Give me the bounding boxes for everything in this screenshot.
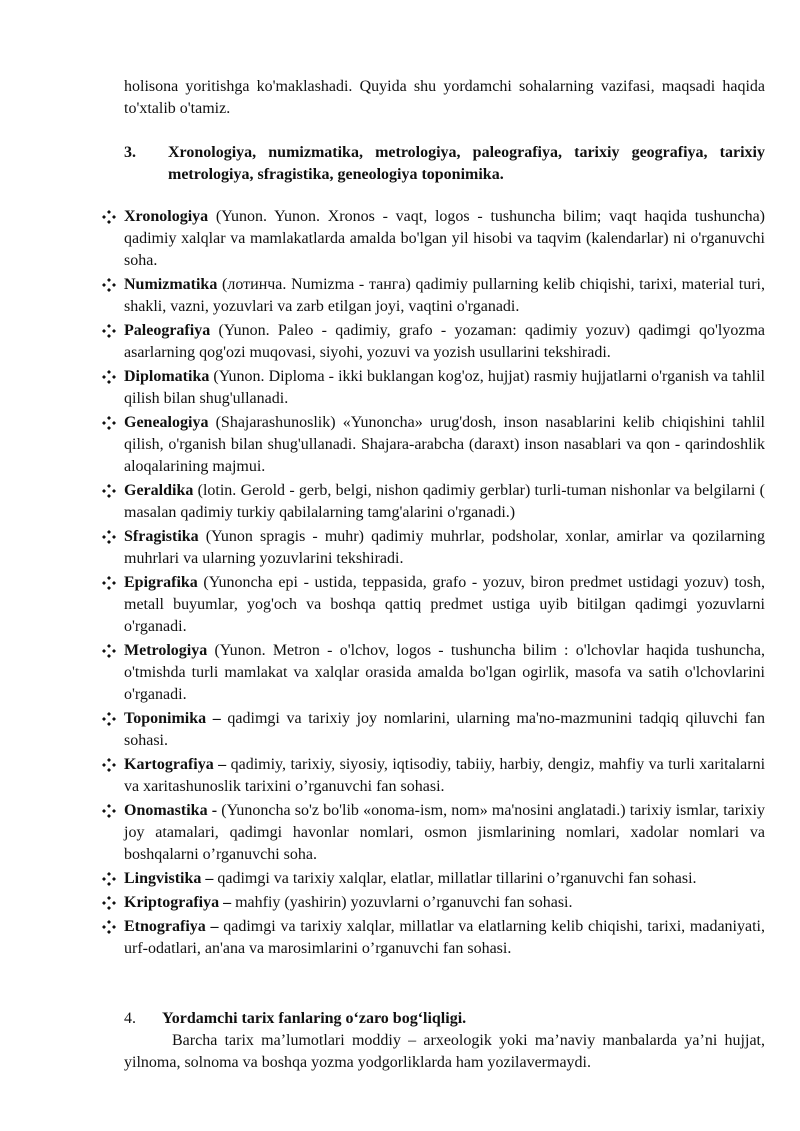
term-name: Lingvistika – xyxy=(124,870,214,887)
term-description: (Shajarashunoslik) «Yunoncha» urug'dosh, inson nasablarini kelib chiqishini tahlil qilish, o'rganish bilan shug'ullanadi. Shajara-arabcha (daraxt) inson nasablari va qon - qarindoshlik aloqalarining majmui. xyxy=(124,414,765,475)
term-name: Toponimika – xyxy=(124,710,221,727)
section-4-title: Yordamchi tarix fanlaring o‘zaro bog‘liqligi. xyxy=(162,1010,467,1027)
term-list xyxy=(124,206,765,960)
term-description: qadimgi va tarixiy joy nomlarini, ularning ma'no-mazmunini tadqiq qiluvchi fan sohasi. xyxy=(124,710,765,749)
term-description: mahfiy (yashirin) yozuvlarni o’rganuvchi fan sohasi. xyxy=(231,894,573,911)
term-description: qadimgi va tarixiy xalqlar, millatlar va elatlarning kelib chiqishi, tarixi, madaniyati, urf-odatlari, an'ana va marosimlarini o’rganuvchi fan sohasi. xyxy=(124,918,765,957)
term-name: Geraldika xyxy=(124,482,194,499)
term-description: (lotin. Gerold - gerb, belgi, nishon qadimiy gerblar) turli-tuman nishonlar va belgilarni ( masalan qadimiy turkiy qabilalarning tamg'alarini o'rganadi.) xyxy=(124,482,765,521)
section-4-number: 4. xyxy=(124,1010,136,1027)
term-name: Epigrafika xyxy=(124,574,198,591)
intro-paragraph: holisona yoritishga ko'maklashadi. Quyida shu yordamchi sohalarning vazifasi, maqsadi haqida to'xtalib o'tamiz. xyxy=(124,78,765,117)
term-name: Onomastika - xyxy=(124,802,218,819)
four-diamond-bullet-icon xyxy=(100,640,118,662)
term-description: (Yunoncha epi - ustida, teppasida, grafo - yozuv, biron predmet ustidagi yozuv) tosh, metall buyumlar, yog'och va boshqa qattiq predmet ustiga uyib bitilgan qadimgi yozuvlarni o'rganadi. xyxy=(124,574,765,635)
four-diamond-bullet-icon xyxy=(100,526,118,548)
four-diamond-bullet-icon xyxy=(100,892,118,914)
section-4-heading xyxy=(124,1008,765,1030)
term-description: (Yunoncha so'z bo'lib «onoma-ism, nom» ma'nosini anglatadi.) tarixiy ismlar, tarixiy joy atamalari, qadimgi havonlar nomlari, osmon jismlarining nomlari, xadolar nomlari va boshqalarni o’rganuvchi soha. xyxy=(124,802,765,863)
four-diamond-bullet-icon xyxy=(100,412,118,434)
term-description: (Yunon spragis - muhr) qadimiy muhrlar, podsholar, xonlar, amirlar va qozilarning muhrlari va ularning yozuvlarini tekshiradi. xyxy=(124,528,765,567)
section-3-heading xyxy=(124,142,765,186)
four-diamond-bullet-icon xyxy=(100,916,118,938)
term-item xyxy=(124,274,765,318)
four-diamond-bullet-icon xyxy=(100,754,118,776)
term-item xyxy=(124,526,765,570)
term-name: Paleografiya xyxy=(124,322,211,339)
term-description: (Yunon. Metron - o'lchov, logos - tushuncha bilim : o'lchovlar haqida tushuncha, o'tmishda turli mamlakat va xalqlar orasida amalda bo'lgan ogirlik, masofa va satih o'lchovlarini o'rganadi. xyxy=(124,642,765,703)
four-diamond-bullet-icon xyxy=(100,708,118,730)
term-description: (Yunon. Diploma - ikki buklangan kog'oz, hujjat) rasmiy hujjatlarni o'rganish va tahlil qilish bilan shug'ullanadi. xyxy=(124,368,765,407)
term-description: (Yunon. Yunon. Xronos - vaqt, logos - tushuncha bilim; vaqt haqida tushuncha) qadimiy xalqlar va mamlakatlarda amalda bo'lgan yil hisobi va taqvim (kalendarlar) ni o'rganuvchi soha. xyxy=(124,208,765,269)
term-item xyxy=(124,572,765,638)
term-item xyxy=(124,868,765,890)
four-diamond-bullet-icon xyxy=(100,206,118,228)
term-item xyxy=(124,800,765,866)
four-diamond-bullet-icon xyxy=(100,480,118,502)
four-diamond-bullet-icon xyxy=(100,572,118,594)
term-name: Sfragistika xyxy=(124,528,199,545)
term-name: Diplomatika xyxy=(124,368,210,385)
term-item xyxy=(124,892,765,914)
term-item xyxy=(124,206,765,272)
term-description: qadimiy, tarixiy, siyosiy, iqtisodiy, tabiiy, harbiy, dengiz, mahfiy va turli xaritalarni va xaritashunoslik tarixini o’rganuvchi fan sohasi. xyxy=(124,756,766,795)
term-description: qadimgi va tarixiy xalqlar, elatlar, millatlar tillarini o’rganuvchi fan sohasi. xyxy=(213,870,697,887)
document-page xyxy=(124,76,765,1074)
term-name: Kriptografiya – xyxy=(124,894,232,911)
four-diamond-bullet-icon xyxy=(100,868,118,890)
term-item xyxy=(124,916,765,960)
term-item xyxy=(124,320,765,364)
term-item xyxy=(124,640,765,706)
term-name: Xronologiya xyxy=(124,208,209,225)
term-item xyxy=(124,480,765,524)
section-3-title: Xronologiya, numizmatika, metrologiya, paleografiya, tarixiy geografiya, tarixiy metrologiya, sfragistika, geneologiya toponimika. xyxy=(168,144,765,183)
term-name: Metrologiya xyxy=(124,642,208,659)
term-item xyxy=(124,754,765,798)
term-name: Kartografiya – xyxy=(124,756,227,773)
term-name: Etnografiya – xyxy=(124,918,219,935)
term-description: (Yunon. Paleo - qadimiy, grafo - yozaman: qadimiy yozuv) qadimgi qo'lyozma asarlarning qog'ozi muqovasi, siyohi, yozuvi va yozish usullarini tekshiradi. xyxy=(124,322,765,361)
four-diamond-bullet-icon xyxy=(100,366,118,388)
term-item xyxy=(124,708,765,752)
term-item xyxy=(124,366,765,410)
four-diamond-bullet-icon xyxy=(100,800,118,822)
term-name: Genealogiya xyxy=(124,414,209,431)
term-description: (лотинча. Numizma - танга) qadimiy pullarning kelib chiqishi, tarixi, material turi, shakli, vazni, yozuvlari va zarb etilgan joyi, vaqtini o'rganadi. xyxy=(124,276,765,315)
term-item xyxy=(124,412,765,478)
four-diamond-bullet-icon xyxy=(100,320,118,342)
section-4-paragraph: Barcha tarix ma’lumotlari moddiy – arxeologik yoki ma’naviy manbalarda ya’ni hujjat, yilnoma, solnoma va boshqa yozma yodgorliklarda ham yozilavermaydi. xyxy=(124,1032,765,1071)
section-3-number: 3. xyxy=(124,144,136,161)
four-diamond-bullet-icon xyxy=(100,274,118,296)
term-name: Numizmatika xyxy=(124,276,218,293)
